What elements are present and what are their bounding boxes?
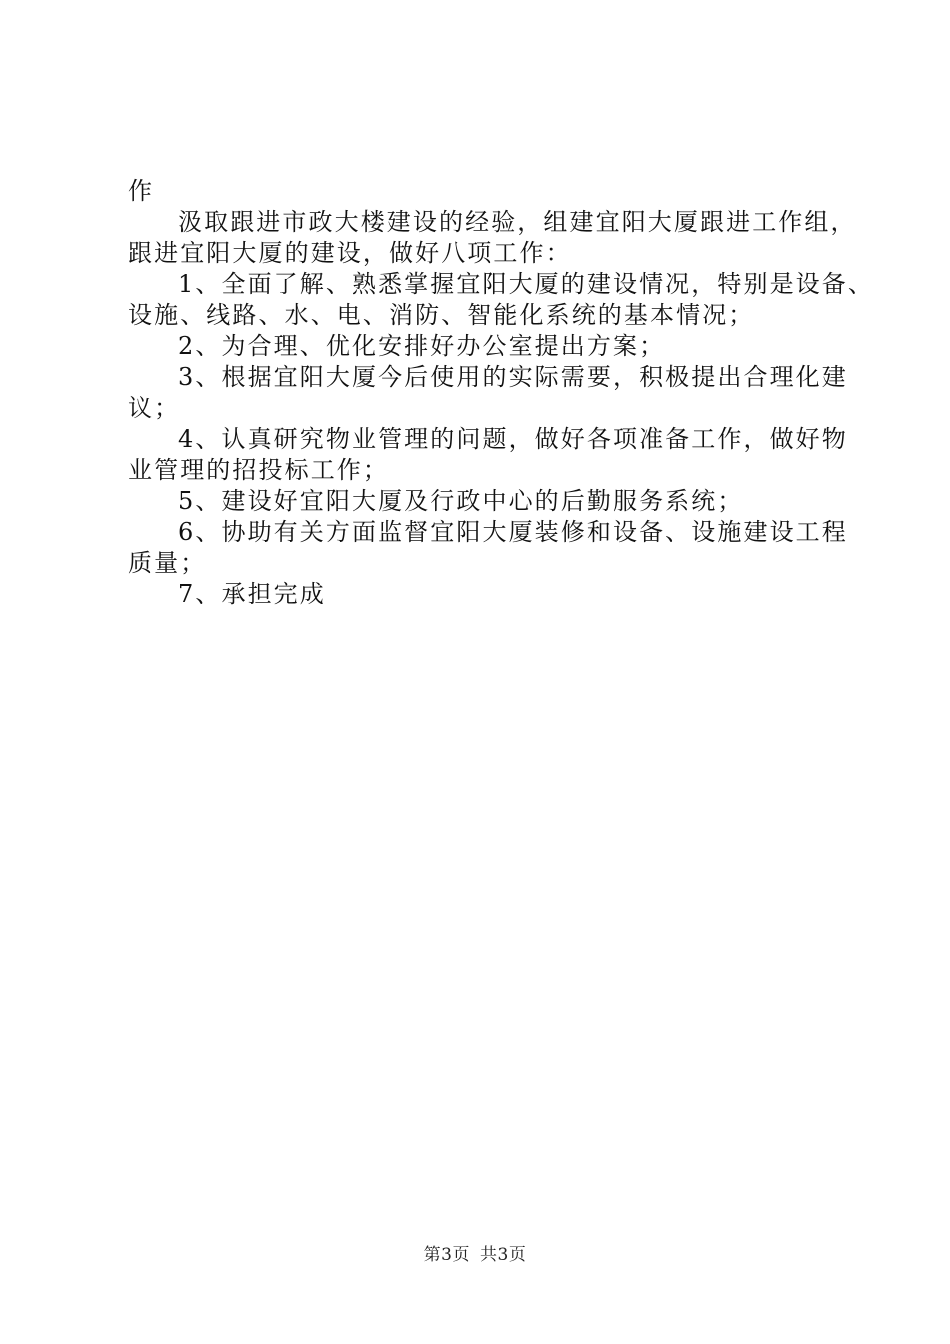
list-item-2: 2、为合理、优化安排好办公室提出方案； (178, 332, 666, 360)
list-item-6: 6、协助有关方面监督宜阳大厦装修和设备、设施建设工程 (178, 518, 848, 546)
document-body (128, 176, 874, 610)
list-item-6-continued: 质量； (128, 549, 207, 577)
list-item-4: 4、认真研究物业管理的问题，做好各项准备工作，做好物 (178, 425, 848, 453)
list-item-5: 5、建设好宜阳大厦及行政中心的后勤服务系统； (178, 487, 744, 515)
body-line: 汲取跟进市政大楼建设的经验，组建宜阳大厦跟进工作组， (178, 208, 857, 236)
list-item-1-continued: 设施、线路、水、电、消防、智能化系统的基本情况； (128, 301, 755, 329)
page-total: 共3页 (480, 1245, 527, 1265)
page-number: 第3页 (423, 1245, 470, 1265)
body-line: 作 (128, 177, 155, 205)
list-item-3-continued: 议； (128, 394, 181, 422)
page-footer (0, 1240, 950, 1265)
list-item-3: 3、根据宜阳大厦今后使用的实际需要，积极提出合理化建 (178, 363, 848, 391)
list-item-7: 7、承担完成 (178, 580, 326, 608)
list-item-4-continued: 业管理的招投标工作； (128, 456, 389, 484)
body-line: 跟进宜阳大厦的建设，做好八项工作： (128, 239, 572, 267)
list-item-1: 1、全面了解、熟悉掌握宜阳大厦的建设情况，特别是设备、 (178, 270, 874, 298)
